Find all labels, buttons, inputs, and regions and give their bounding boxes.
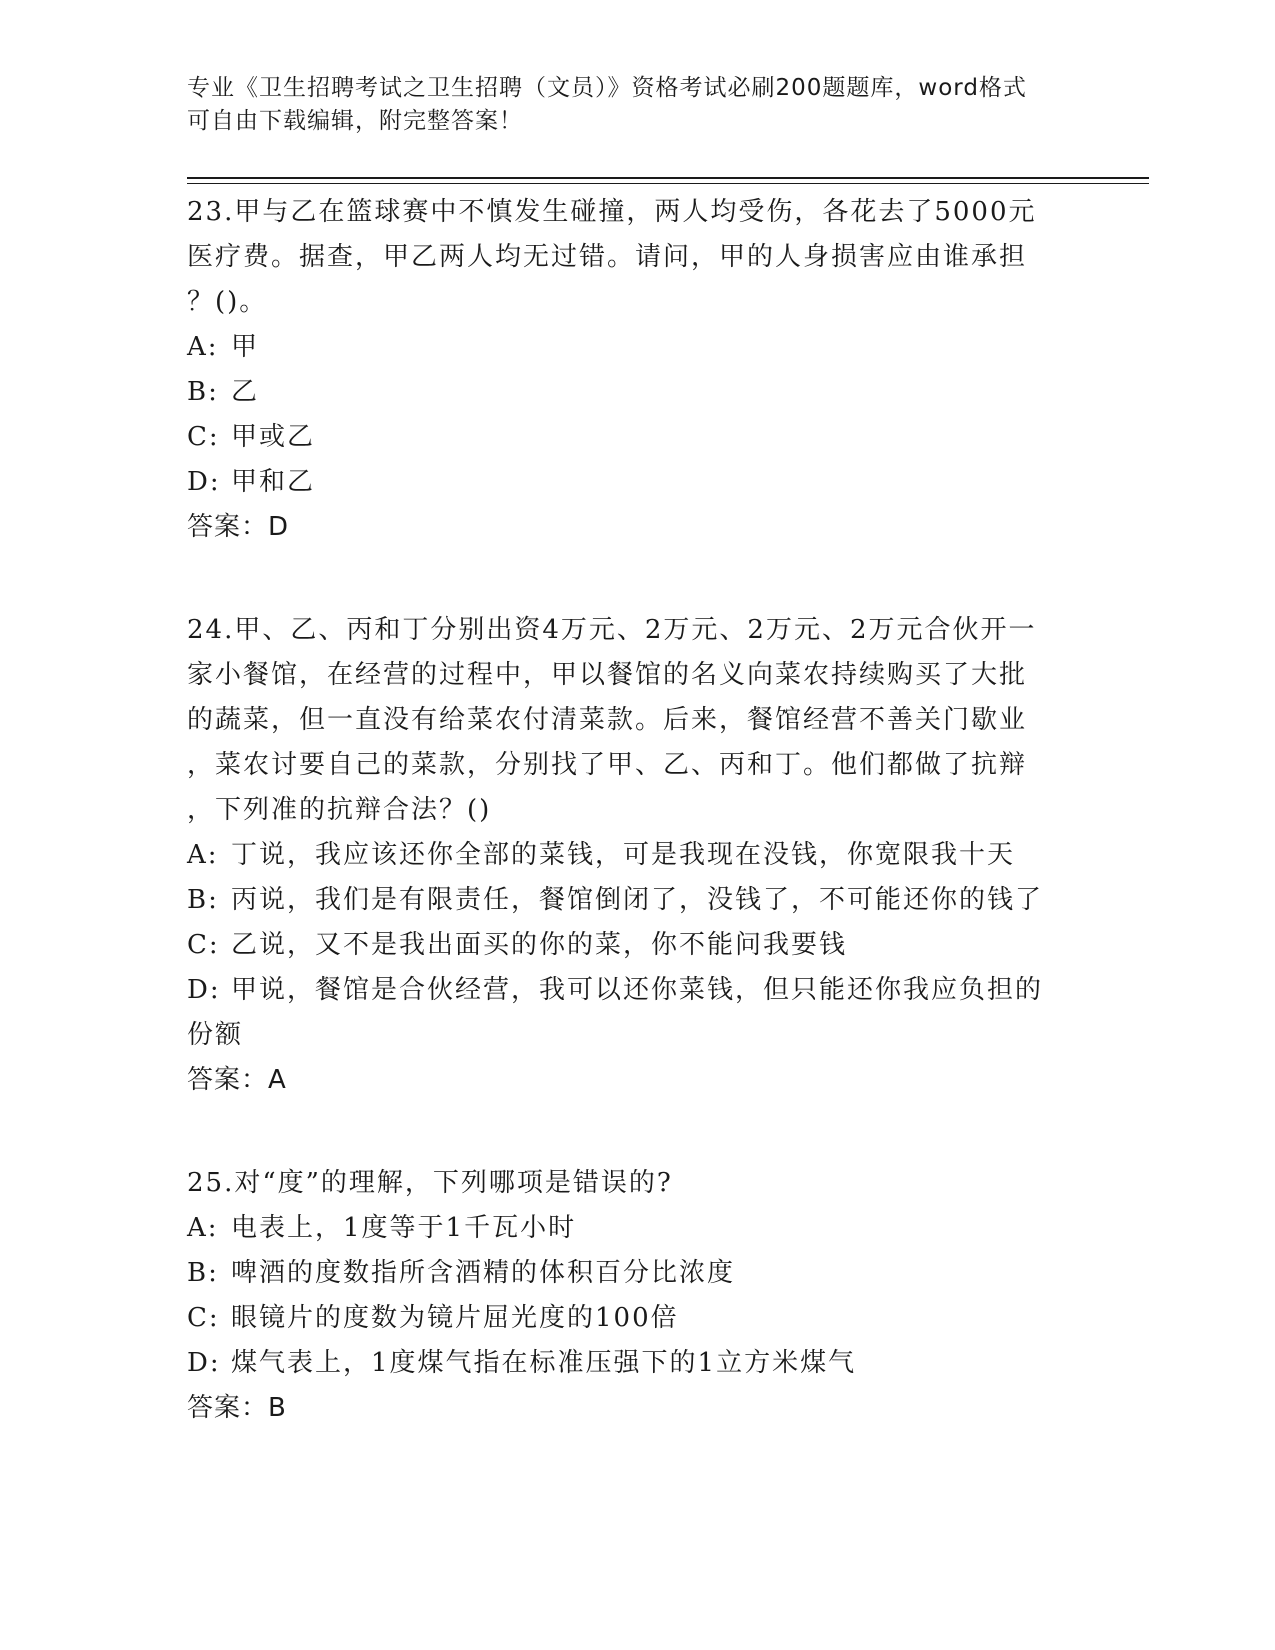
document-body <box>187 190 1087 1431</box>
option-d-continuation: 份额 <box>187 1020 244 1050</box>
option-d <box>187 460 1087 505</box>
option-text: 眼镜片的度数为镜片屈光度的100倍 <box>231 1303 679 1333</box>
option-text: 丙说，我们是有限责任，餐馆倒闭了，没钱了，不可能还你的钱了 <box>231 885 1044 915</box>
question-24 <box>187 608 1087 1103</box>
answer-line: 答案：A <box>187 1065 287 1095</box>
question-stem-line: 的蔬菜，但一直没有给菜农付清菜款。后来，餐馆经营不善关门歇业 <box>187 705 1028 735</box>
option-key: C: <box>187 1303 220 1333</box>
option-key: C: <box>187 422 220 452</box>
question-stem-line: 23.甲与乙在篮球赛中不慎发生碰撞，两人均受伤，各花去了5000元 <box>187 197 1037 227</box>
question-spacer <box>187 1103 1087 1161</box>
header-line-1: 专业《卫生招聘考试之卫生招聘（文员）》资格考试必刷200题题库，word格式 <box>187 75 1027 101</box>
question-spacer <box>187 550 1087 608</box>
option-text: 甲或乙 <box>231 422 316 452</box>
option-a <box>187 833 1087 878</box>
option-text: 甲说，餐馆是合伙经营，我可以还你菜钱，但只能还你我应负担的 <box>231 975 1044 1005</box>
question-stem-line: ，下列准的抗辩合法？() <box>187 795 492 825</box>
option-key: B: <box>187 885 219 915</box>
question-stem-line: 25.对“度”的理解，下列哪项是错误的? <box>187 1168 673 1198</box>
option-key: D: <box>187 975 221 1005</box>
option-key: B: <box>187 377 219 407</box>
option-text: 电表上，1度等于1千瓦小时 <box>231 1213 577 1243</box>
option-key: C: <box>187 930 220 960</box>
option-b <box>187 370 1087 415</box>
option-a <box>187 1206 1087 1251</box>
question-25 <box>187 1161 1087 1431</box>
document-header <box>187 72 1087 138</box>
answer-line: 答案：D <box>187 512 290 542</box>
option-key: B: <box>187 1258 219 1288</box>
option-c <box>187 1296 1087 1341</box>
header-line-2: 可自由下载编辑，附完整答案！ <box>187 108 523 134</box>
option-b <box>187 1251 1087 1296</box>
question-stem-line: ，菜农讨要自己的菜款，分别找了甲、乙、丙和丁。他们都做了抗辩 <box>187 750 1028 780</box>
option-d <box>187 968 1087 1013</box>
option-key: A: <box>187 1213 219 1243</box>
option-text: 啤酒的度数指所含酒精的体积百分比浓度 <box>231 1258 736 1288</box>
option-text: 乙说，又不是我出面买的你的菜，你不能问我要钱 <box>231 930 848 960</box>
option-b <box>187 878 1087 923</box>
option-text: 乙 <box>231 377 260 407</box>
header-divider-thick <box>187 177 1149 179</box>
option-c <box>187 923 1087 968</box>
question-stem-line: 家小餐馆，在经营的过程中，甲以餐馆的名义向菜农持续购买了大批 <box>187 660 1028 690</box>
option-text: 丁说，我应该还你全部的菜钱，可是我现在没钱，你宽限我十天 <box>231 840 1016 870</box>
header-divider-thin <box>187 183 1149 184</box>
option-text: 煤气表上，1度煤气指在标准压强下的1立方米煤气 <box>231 1348 857 1378</box>
option-key: D: <box>187 467 221 497</box>
option-d <box>187 1341 1087 1386</box>
option-a <box>187 325 1087 370</box>
option-c <box>187 415 1087 460</box>
option-text: 甲 <box>231 332 260 362</box>
question-stem-line: 24.甲、乙、丙和丁分别出资4万元、2万元、2万元、2万元合伙开一 <box>187 615 1037 645</box>
option-key: A: <box>187 840 219 870</box>
option-text: 甲和乙 <box>231 467 316 497</box>
answer-line: 答案：B <box>187 1393 287 1423</box>
question-stem-line: 医疗费。据查，甲乙两人均无过错。请问，甲的人身损害应由谁承担 <box>187 242 1028 272</box>
option-key: A: <box>187 332 219 362</box>
question-stem-line: ？()。 <box>187 287 268 317</box>
question-23 <box>187 190 1087 550</box>
option-key: D: <box>187 1348 221 1378</box>
